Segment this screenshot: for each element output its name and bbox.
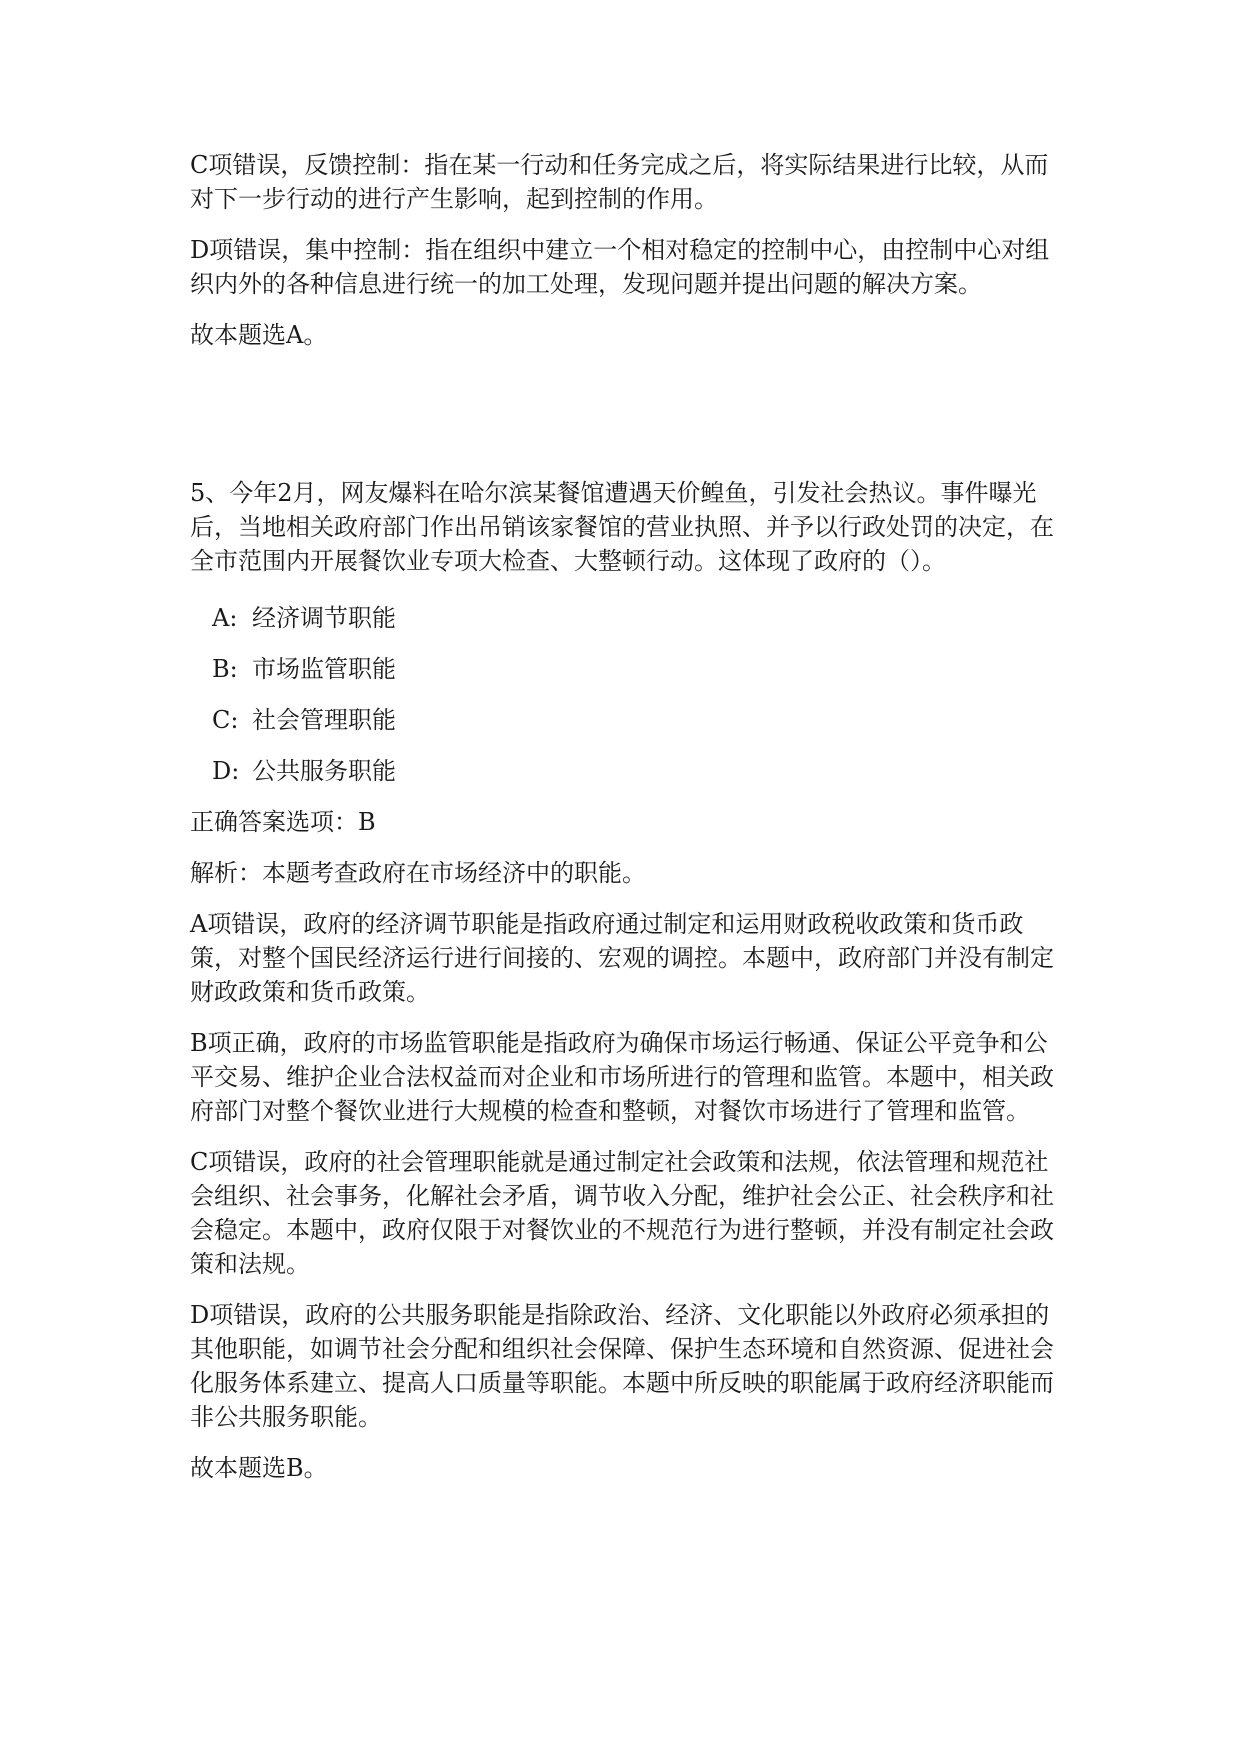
analysis-conclusion: 故本题选B。: [190, 1454, 328, 1482]
option-letter: C:: [212, 706, 239, 734]
option-b: [212, 652, 1060, 686]
analysis-option-b: B项正确，政府的市场监管职能是指政府为确保市场运行畅通、保证公平竞争和公平交易、维护企业合法权益而对企业和市场所进行的管理和监管。本题中，相关政府部门对整个餐饮业进行大规模的检查和整顿，对餐饮市场进行了管理和监管。: [190, 1029, 1054, 1125]
section-spacer: [190, 369, 1060, 476]
option-text: 经济调节职能: [252, 604, 396, 632]
option-letter: D:: [212, 757, 240, 785]
question-5-section: [190, 476, 1060, 1485]
document-page: [190, 148, 1060, 1502]
analysis-option-d: D项错误，政府的公共服务职能是指除政治、经济、文化职能以外政府必须承担的其他职能，如调节社会分配和组织社会保障、保护生态环境和自然资源、促进社会化服务体系建立、提高人口质量等职能。本题中所反映的职能属于政府经济职能而非公共服务职能。: [190, 1301, 1054, 1431]
analysis-option-a: A项错误，政府的经济调节职能是指政府通过制定和运用财政税收政策和货币政策，对整个国民经济运行进行间接的、宏观的调控。本题中，政府部门并没有制定财政政策和货币政策。: [190, 910, 1054, 1006]
option-letter: B:: [212, 655, 238, 683]
prev-question-section: [190, 148, 1060, 352]
option-text: 社会管理职能: [252, 706, 396, 734]
option-c: [212, 703, 1060, 737]
option-text: 市场监管职能: [252, 655, 396, 683]
option-text: 公共服务职能: [252, 757, 396, 785]
analysis-option-c: C项错误，政府的社会管理职能就是通过制定社会政策和法规，依法管理和规范社会组织、社会事务，化解社会矛盾，调节收入分配，维护社会公正、社会秩序和社会稳定。本题中，政府仅限于对餐饮业的不规范行为进行整顿，并没有制定社会政策和法规。: [190, 1148, 1054, 1278]
option-letter: A:: [212, 604, 238, 632]
prev-option-d-explanation: D项错误，集中控制：指在组织中建立一个相对稳定的控制中心，由控制中心对组织内外的各种信息进行统一的加工处理，发现问题并提出问题的解决方案。: [190, 236, 1050, 298]
option-d: [212, 754, 1060, 788]
question-stem: 5、今年2月，网友爆料在哈尔滨某餐馆遭遇天价鳇鱼，引发社会热议。事件曝光后，当地相关政府部门作出吊销该家餐馆的营业执照、并予以行政处罚的决定，在全市范围内开展餐饮业专项大检查、大整顿行动。这体现了政府的（）。: [190, 479, 1054, 575]
correct-answer: 正确答案选项：B: [190, 808, 376, 836]
option-a: [212, 601, 1060, 635]
analysis-intro: 解析：本题考查政府在市场经济中的职能。: [190, 859, 646, 887]
prev-conclusion: 故本题选A。: [190, 321, 328, 349]
prev-option-c-explanation: C项错误，反馈控制：指在某一行动和任务完成之后，将实际结果进行比较，从而对下一步行动的进行产生影响，起到控制的作用。: [190, 151, 1049, 213]
